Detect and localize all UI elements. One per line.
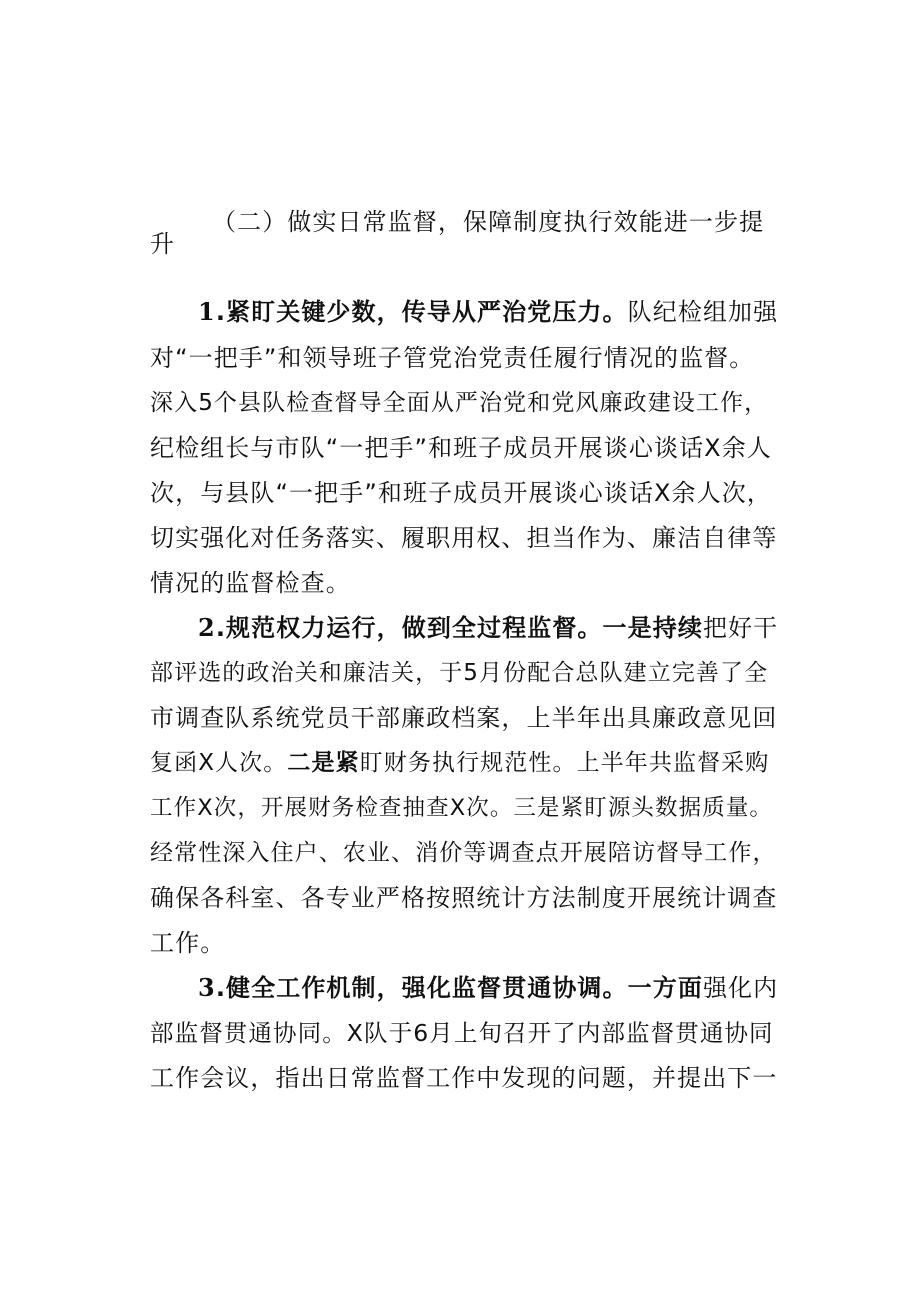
item-3-title: .健全工作机制，强化监督贯通协调。 [215,974,628,1002]
item-1-line-5: 次，与县队“一把手”和班子成员开展谈心谈话X余人次， [150,479,772,507]
item-2-line-8: 工作。 [150,929,226,957]
item-1-line-1: 1.紧盯关键少数，传导从严治党压力。队纪检组加强 [198,297,779,326]
item-3-line-3: 工作会议，指出日常监督工作中发现的问题，并提出下一 [150,1064,778,1092]
item-1-number: 1 [198,297,216,326]
item-1-line-3: 深入5个县队检查督导全面从严治党和党风廉政建设工作， [150,390,769,416]
item-2-title: .规范权力运行，做到全过程监督。 [215,614,603,642]
item-2-line-5: 工作X次，开展财务检查抽查X次。三是紧盯源头数据质量。 [150,795,774,821]
item-3-number: 3 [198,973,216,1002]
item-2-number: 2 [198,613,216,642]
item-1-line-2: 对“一把手”和领导班子管党治党责任履行情况的监督。 [150,344,755,372]
item-2-line-4: 复函X人次。二是紧盯财务执行规范性。上半年共监督采购 [150,750,770,776]
item-3-line-1: 3.健全工作机制，强化监督贯通协调。一方面强化内 [198,973,779,1002]
item-2-line-6: 经常性深入住户、农业、消价等调查点开展陪访督导工作， [150,840,777,866]
item-1-line-4: 纪检组长与市队“一把手”和班子成员开展谈心谈话X余人 [150,434,772,462]
section-heading-line-1: （二）做实日常监督，保障制度执行效能进一步提 [212,208,765,236]
item-3-line-2: 部监督贯通协同。X队于6月上旬召开了内部监督贯通协同 [150,1019,774,1047]
item-2-line-7: 确保各科室、各专业严格按照统计方法制度开展统计调查 [150,884,778,912]
section-heading-line-2: 升 [150,230,176,258]
item-2-line-1: 2.规范权力运行，做到全过程监督。一是持续把好干 [198,613,779,642]
item-1-line-7: 情况的监督检查。 [150,569,351,597]
item-1-line-6: 切实强化对任务落实、履职用权、担当作为、廉洁自律等 [150,524,778,552]
item-2-line-3: 市调查队系统党员干部廉政档案，上半年出具廉政意见回 [150,704,778,732]
item-1-title: .紧盯关键少数，传导从严治党压力。 [215,298,628,326]
item-2-line-2: 部评选的政治关和廉洁关，于5月份配合总队建立完善了全 [150,660,769,686]
